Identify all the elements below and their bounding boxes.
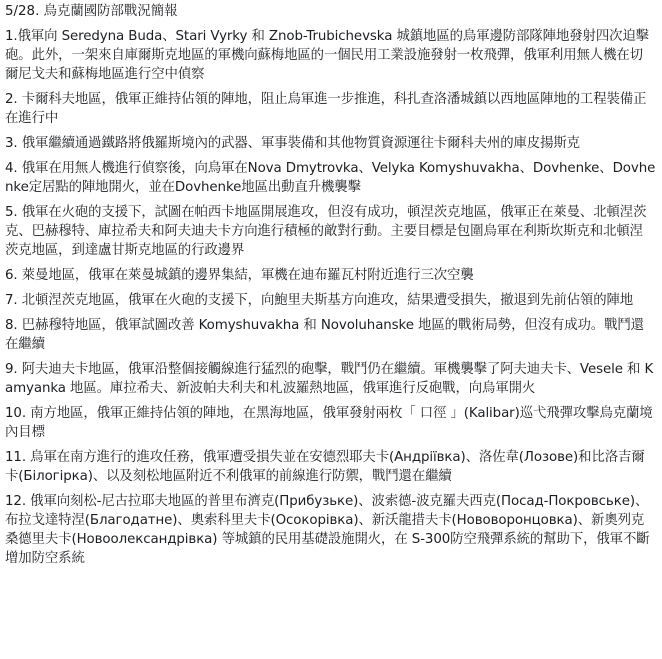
paragraph-5: 5. 俄軍在火砲的支援下，試圖在帕西卡地區開展進攻，但沒有成功，頓涅茨克地區，俄軍正在萊曼、北頓涅茨克、巴赫穆特、庫拉希夫和阿夫迪夫卡方向進行積極的敵對行動。主要目標是包圍烏軍在利斯坎斯克和北頓涅茨克地區，到達盧甘斯克地區的行政邊界 (5, 205, 647, 258)
paragraph-7: 7. 北頓涅茨克地區，俄軍在火砲的支援下，向鮑里夫斯基方向進攻，結果遭受損失，撤退到先前佔領的陣地 (5, 293, 634, 308)
paragraph-9: 9. 阿夫迪夫卡地區，俄軍沿整個接觸線進行猛烈的砲擊，戰鬥仍在繼續。軍機襲擊了阿夫迪夫卡、Vesele 和 Kamyanka 地區。庫拉希夫、新波帕夫利夫和札波羅熱地區，俄軍進行反砲戰，向烏軍開火 (5, 362, 654, 396)
paragraph-8: 8. 巴赫穆特地區，俄軍試圖改善 Komyshuvakha 和 Novoluhanske 地區的戰術局勢，但沒有成功。戰鬥還在繼續 (5, 318, 644, 352)
paragraph-11: 11. 烏軍在南方進行的進攻任務，俄軍遭受損失並在安德烈耶夫卡(Андріївка)、洛佐韋(Лозове)和比洛吉爾卡(Білогірка)、以及刻松地區附近不利俄軍的前線進行防禦，戰鬥還在繼續 (5, 450, 645, 484)
paragraph-6: 6. 萊曼地區，俄軍在萊曼城鎮的邊界集結，軍機在迪布羅瓦村附近進行三次空襲 (5, 268, 474, 283)
paragraph-10: 10. 南方地區，俄軍正維持佔領的陣地，在黑海地區，俄軍發射兩枚「 口徑 」(Kalibar)巡弋飛彈攻擊烏克蘭境內目標 (5, 406, 653, 440)
paragraph-4: 4. 俄軍在用無人機進行偵察後，向烏軍在Nova Dmytrovka、Velyka Komyshuvakha、Dovhenke、Dovhenke定居點的陣地開火，並在Dovhenke地區出動直升機襲擊 (5, 161, 656, 195)
paragraph-2: 2. 卡爾科夫地區，俄軍正維持佔領的陣地，阻止烏軍進一步推進，科扎查洛潘城鎮以西地區陣地的工程裝備正在進行中 (5, 92, 647, 126)
post-title: 5/28. 烏克蘭國防部戰況簡報 (5, 4, 178, 19)
paragraph-3: 3. 俄軍繼續通過鐵路將俄羅斯境內的武器、軍事裝備和其他物質資源運往卡爾科夫州的庫皮揚斯克 (5, 136, 580, 151)
paragraph-1: 1.俄軍向 Seredyna Buda、Stari Vyrky 和 Znob-Trubichevska 城鎮地區的烏軍邊防部隊陣地發射四次迫擊砲。此外，一架來自庫爾斯克地區的軍機向蘇梅地區的一個民用工業設施發射一枚飛彈，俄軍利用無人機在切爾尼戈夫和蘇梅地區進行空中偵察 (5, 29, 649, 82)
paragraph-12: 12. 俄軍向刻松-尼古拉耶夫地區的普里布濟克(Прибузьке)、波索德-波克羅夫西克(Посад-Покровське)、布拉戈達特涅(Благодатне)、奧索科里夫卡(Осокорівка)、新沃龍措夫卡(Нововоронцовка)、新奧列克桑德里夫卡(Новоолександрівка) 等城鎮的民用基礎設施開火，在 S-300防空飛彈系統的幫助下，俄軍不斷增加防空系統 (5, 494, 650, 566)
